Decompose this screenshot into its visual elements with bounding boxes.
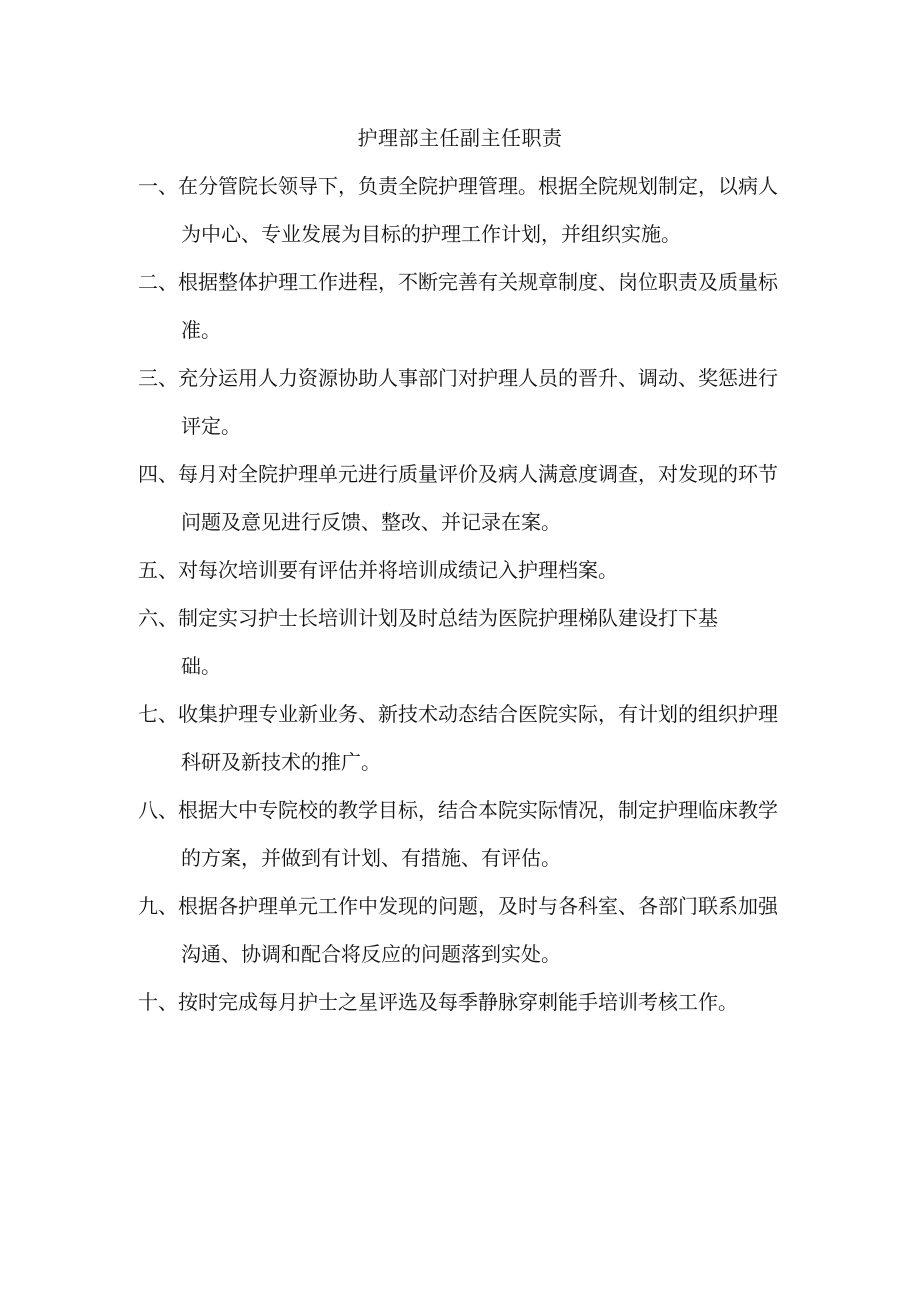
duty-item-2-line-1: 二、根据整体护理工作进程，不断完善有关规章制度、岗位职责及质量标 [138, 270, 778, 294]
duty-item-2 [138, 258, 798, 354]
duty-item-6-line-2: 础。 [181, 654, 221, 678]
duty-item-1-line-2: 为中心、专业发展为目标的护理工作计划，并组织实施。 [181, 222, 681, 246]
duty-item-6-line-1: 六、制定实习护士长培训计划及时总结为医院护理梯队建设打下基 [138, 606, 718, 630]
duty-item-7-line-1: 七、收集护理专业新业务、新技术动态结合医院实际，有计划的组织护理 [138, 702, 778, 726]
duty-item-4-line-1: 四、每月对全院护理单元进行质量评价及病人满意度调查，对发现的环节 [138, 462, 778, 486]
duty-item-8-line-1: 八、根据大中专院校的教学目标，结合本院实际情况，制定护理临床教学 [138, 798, 778, 822]
duty-item-9-line-2: 沟通、协调和配合将反应的问题落到实处。 [181, 942, 561, 966]
duty-item-4 [138, 450, 798, 546]
duty-item-5-line-1: 五、对每次培训要有评估并将培训成绩记入护理档案。 [138, 558, 618, 582]
duty-item-1 [138, 162, 798, 258]
duty-item-8 [138, 786, 798, 882]
duty-item-2-line-2: 准。 [181, 318, 221, 342]
duty-item-9 [138, 882, 798, 978]
document-title: 护理部主任副主任职责 [357, 126, 563, 150]
duty-item-7 [138, 690, 798, 786]
duty-item-7-line-2: 科研及新技术的推广。 [181, 750, 381, 774]
duty-item-3-line-2: 评定。 [181, 414, 241, 438]
duty-item-3-line-1: 三、充分运用人力资源协助人事部门对护理人员的晋升、调动、奖惩进行 [138, 366, 778, 390]
duty-item-9-line-1: 九、根据各护理单元工作中发现的问题，及时与各科室、各部门联系加强 [138, 894, 778, 918]
duty-item-10-line-1: 十、按时完成每月护士之星评选及每季静脉穿刺能手培训考核工作。 [138, 990, 738, 1014]
duty-item-10 [138, 978, 798, 1026]
duty-item-5 [138, 546, 798, 594]
duty-item-8-line-2: 的方案，并做到有计划、有措施、有评估。 [181, 846, 561, 870]
duty-item-4-line-2: 问题及意见进行反馈、整改、并记录在案。 [181, 510, 561, 534]
duty-item-3 [138, 354, 798, 450]
duty-item-6 [138, 594, 798, 690]
duty-item-1-line-1: 一、在分管院长领导下，负责全院护理管理。根据全院规划制定，以病人 [138, 174, 778, 198]
